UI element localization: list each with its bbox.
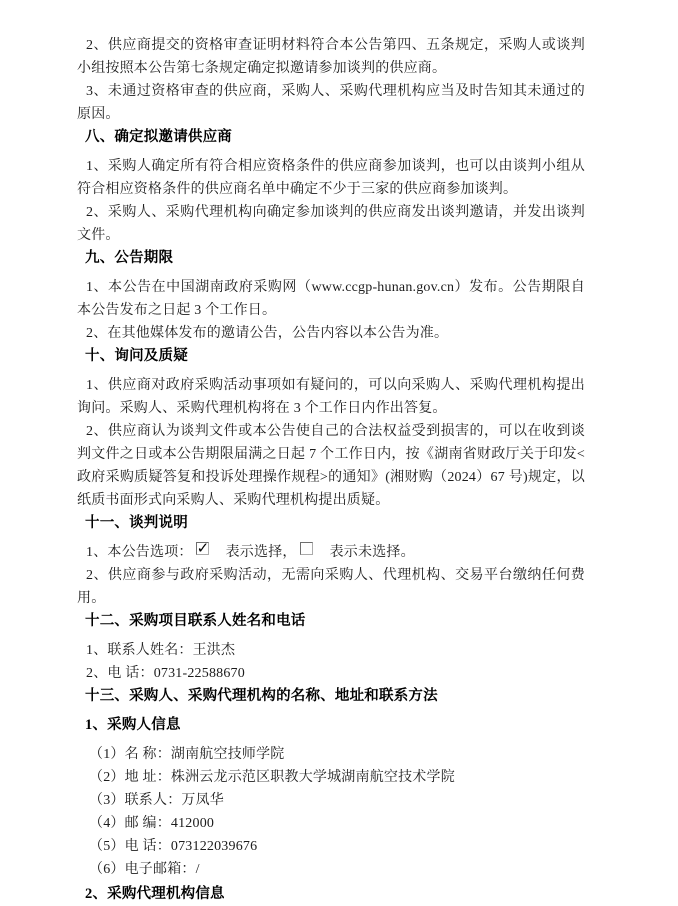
purchaser-phone-line: （5）电 话：073122039676 [89,839,258,854]
purchaser-zip-line: （4）邮 编：412000 [89,816,215,831]
subsection-heading-agency: 2、采购代理机构信息 [85,886,225,902]
subsection-heading-purchaser: 1、采购人信息 [85,717,181,733]
purchaser-name-line: （1）名 称：湖南航空技师学院 [89,747,285,762]
section-heading-9: 九、公告期限 [85,250,174,266]
paragraph: 2、供应商参与政府采购活动，无需向采购人、代理机构、交易平台缴纳任何费用。 [77,568,585,606]
paragraph: 2、在其他媒体发布的邀请公告，公告内容以本公告为准。 [86,326,449,341]
section-heading-8: 八、确定拟邀请供应商 [85,129,232,145]
paragraph: 1、采购人确定所有符合相应资格条件的供应商参加谈判，也可以由谈判小组从符合相应资格条件的供应商名单中确定不少于三家的供应商参加谈判。 [77,159,585,197]
checked-option-label: 表示选择， [225,545,297,560]
section-heading-12: 十二、采购项目联系人姓名和电话 [85,613,306,629]
purchaser-contact-line: （3）联系人：万凤华 [89,793,224,808]
paragraph: 1、供应商对政府采购活动事项如有疑问的，可以向采购人、采购代理机构提出询问。采购人、采购代理机构将在 3 个工作日内作出答复。 [77,378,585,416]
paragraph: 2、供应商认为谈判文件或本公告使自己的合法权益受到损害的，可以在收到谈判文件之日或本公告期限届满之日起 7 个工作日内，按《湖南省财政厅关于印发<政府采购质疑答复和投诉处理操作规程>的通知》(湘财购（2024）67 号)规定，以纸质书面形式向采购人、采购代理机构提出质疑。 [77,424,585,508]
paragraph: 1、本公告在中国湖南政府采购网（www.ccgp-hunan.gov.cn）发布。公告期限自本公告发布之日起 3 个工作日。 [77,280,585,318]
paragraph: 2、采购人、采购代理机构向确定参加谈判的供应商发出谈判邀请，并发出谈判文件。 [77,205,585,243]
purchaser-address-line: （2）地 址：株洲云龙示范区职教大学城湖南航空技术学院 [89,770,455,785]
paragraph: 2、供应商提交的资格审查证明材料符合本公告第四、五条规定，采购人或谈判小组按照本公告第七条规定确定拟邀请参加谈判的供应商。 [77,38,585,76]
checked-checkbox-icon [196,542,209,555]
purchaser-email-line: （6）电子邮箱：/ [89,862,200,877]
option-legend-line [77,541,585,564]
section-heading-10: 十、询问及质疑 [85,348,188,364]
unchecked-option-label: 表示未选择。 [329,545,415,560]
option-line-prefix: 1、本公告选项： [86,545,193,560]
contact-name-line: 1、联系人姓名：王洪杰 [86,643,236,658]
contact-phone-line: 2、电 话：0731-22588670 [86,666,245,681]
section-heading-11: 十一、谈判说明 [85,515,188,531]
paragraph: 3、未通过资格审查的供应商，采购人、采购代理机构应当及时告知其未通过的原因。 [77,84,585,122]
unchecked-checkbox-icon [300,542,313,555]
section-heading-13: 十三、采购人、采购代理机构的名称、地址和联系方法 [85,688,438,704]
